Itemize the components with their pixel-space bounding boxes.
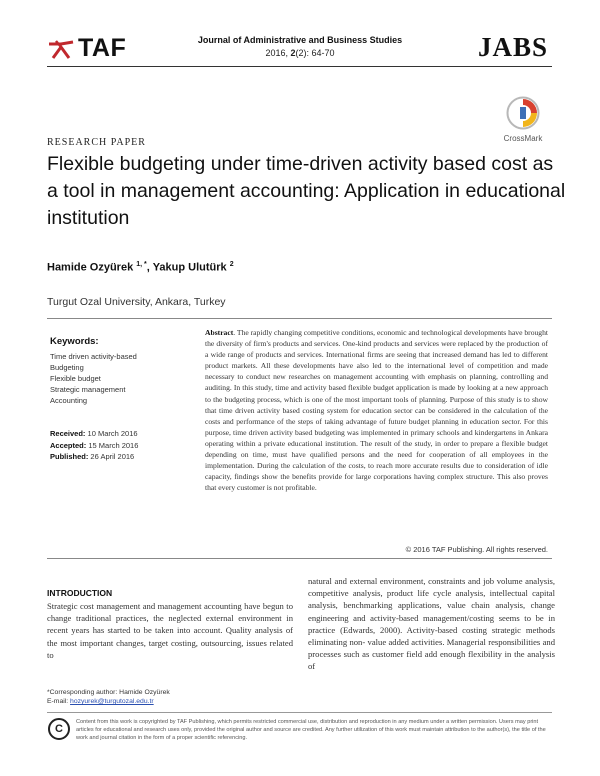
abstract-divider [47,558,552,559]
corresponding-author: *Corresponding author: Hamide Ozyürek [47,689,170,696]
email-link[interactable]: hozyurek@turgutozal.edu.tr [70,698,154,705]
title-divider [47,318,552,319]
published-date [50,451,138,463]
author-list [47,261,234,274]
author-name: Yakup Ulutürk [152,261,230,274]
keywords-section [50,336,200,406]
keyword-item: Accounting [50,396,88,405]
issue-volume: 2 [290,48,296,58]
keyword-item: Flexible budget [50,374,101,383]
author-affiliation-marker: 1, * [136,261,147,268]
published-label: Published: [50,452,89,461]
license-text: Content from this work is copyrighted by TAF Publishing, which permits restricted commercial use, distribution and reproduction in any medium under a written permission. Users may print articles for educational and research uses only, provided the original author and source are credited. Any further utilization of this work must maintain attribution to the author(s), the title of the work and journal citation in the form of a proper scientific referencing. [76,719,546,741]
abstract [205,327,548,493]
abstract-lead: Abstract [205,328,234,337]
crossmark-icon [506,96,540,130]
received-label: Received: [50,429,86,438]
keyword-item: Budgeting [50,363,84,372]
section-label: RESEARCH PAPER [47,137,146,148]
email-label: E-mail: [47,698,71,705]
received-date [50,428,138,440]
keyword-item: Time driven activity-based [50,352,137,361]
article-title: Flexible budgeting under time-driven activity based cost as a tool in management accounting: Application in educational institution [47,153,566,229]
article-dates [50,428,138,463]
published-value: 26 April 2016 [88,452,135,461]
journal-logo: JABS [477,32,548,62]
copyright-notice: © 2016 TAF Publishing. All rights reserved. [405,545,548,554]
keyword-item: Strategic management [50,385,126,394]
crossmark-label: CrossMark [503,134,543,143]
issue-prefix: 2016, [265,48,291,58]
affiliation: Turgut Ozal University, Ankara, Turkey [47,296,226,308]
accepted-value: 15 March 2016 [86,440,139,450]
crossmark-badge[interactable] [498,96,548,143]
author-affiliation-marker: 2 [229,261,234,268]
author-name: Hamide Ozyürek [47,261,137,274]
header-divider [47,66,552,67]
issue-suffix: (2): 64-70 [295,48,335,58]
author-separator: , [146,261,153,274]
footer-divider [47,712,552,713]
journal-name: Journal of Administrative and Business Studies [197,35,403,45]
body-column-left: Strategic cost management and management accounting have begun to change traditional practices, the neglected external environment in recent years has started to be taken into account. Quality analysis of the most important changes, target costing, outsourcing, issues related to [47,601,293,660]
copyright-icon: C [48,718,70,740]
keywords-heading: Keywords: [50,336,99,347]
body-column-right: natural and external environment, constraints and job volume analysis, competitive analysis, product life cycle analysis, intellectual capital analysis, benchmarking applications, value chain analysis, change engineering and activity-based management/costing seems to be in practice (Edwards, 2000). Activity-based costing strategic methods eliminating non- value added activities. Managerial responsibilities and processes such as customer field add enough flexibility in the analysis of [308,576,555,672]
abstract-text: . The rapidly changing competitive conditions, economic and technological developments have brought the diversity of firm's products and services. One-kind products and services were replaced by the production of a wide range of products and services. International firms are seeing that increased demand has led to different product markets. All these developments have also led to the international level of competition and made necessary to conduct new researches on management accounting with emphasis on planning, controlling and auditing. In this study, time and activity based flexible budget application is made by looking at a new approach to the budgeting process, which is one of the most important tools of planning. Purpose of this study is to show that time driven activity based costing system for education sector can be considered in the calculation of the costs and performance of the steps of taking advantage of future budget planning in education sector. For this purpose, time driven activity based budgeting was implemented in primary schools and kindergartens in Ankara operating within a private educational institution. The result of the study, in order to prepare a flexible budget depending on time, must have qualified persons and the need for cooperation of all employees in the implementation. During the calculation of the costs, to reach more accurate results due to consideration of idle capacity, findings show the benefits provide for large corporations having complex structure. This also proves that every customer is not profitable. [205,328,548,493]
accepted-label: Accepted: [50,440,87,450]
corresponding-email [47,698,154,705]
accepted-date [50,440,138,452]
publisher-logo-text: TAF [78,34,127,62]
received-value: 10 March 2016 [85,429,138,438]
introduction-heading: INTRODUCTION [47,588,113,598]
